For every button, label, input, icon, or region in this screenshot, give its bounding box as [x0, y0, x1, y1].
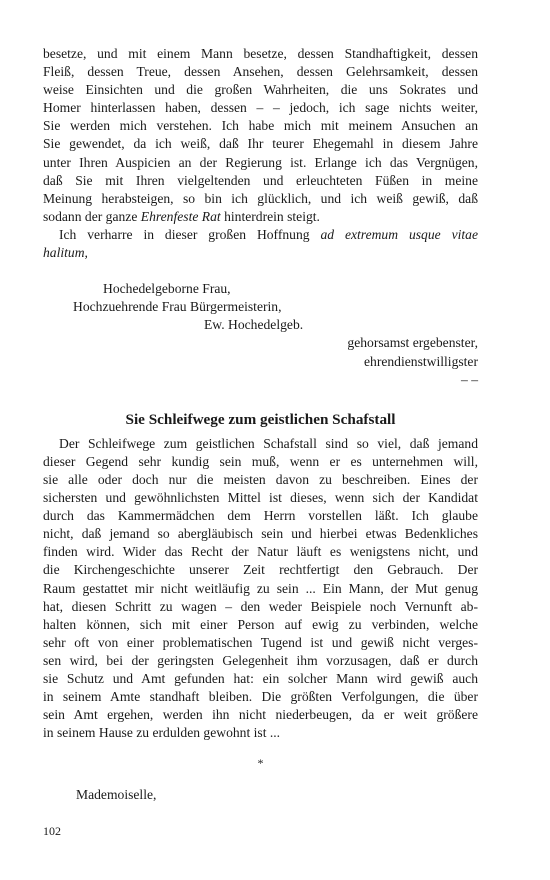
text-line: hat, diesen Schritt zu wagen – den weder Beispiele noch Vernunft ab-: [43, 598, 478, 614]
text-line: sie Schutz und Amt gefunden hat: ein solcher Mann wird gewiß auch: [43, 671, 478, 686]
text-run: Ich verharre in dieser großen Hoffnung: [59, 226, 321, 242]
text-line: durch das Kammermädchen dem Herrn vorstellen läßt. Ich glaube: [43, 508, 478, 524]
closing-line: – –: [461, 371, 478, 387]
text-line: Sie werden mich verstehen. Ich habe mich mit meinem Ansuchen an: [43, 118, 478, 134]
text-line: sie alle oder doch nur die meisten davon zu beschreiben. Eines der: [43, 471, 478, 487]
text-line: weise Einsichten und die großen Wahrheiten, die uns Sokrates und: [43, 82, 478, 98]
salutation-line: Ew. Hochedelgeb.: [204, 317, 304, 333]
italic-phrase: Ehrenfeste Rat: [140, 208, 221, 224]
text-run: sodann der ganze: [43, 208, 141, 224]
closing-line: ehrendienstwilligster: [363, 353, 478, 369]
text-line: Sie gewendet, da ich weiß, daß Ihr teurer Ehegemahl in diesem Jahre: [43, 136, 478, 152]
letter-address: Mademoiselle,: [76, 787, 157, 803]
text-line: besetze, und mit einem Mann besetze, dessen Standhaftigkeit, dessen: [43, 46, 478, 61]
text-line: sehr oft von einer problematischen Tugend ist und gewiß nicht verges-: [43, 634, 478, 650]
text-line: finden wird. Wider das Recht der Natur läuft es wenigstens nicht, und: [43, 544, 478, 560]
salutation-line: Hochedelgeborne Frau,: [103, 281, 231, 297]
section-separator: *: [257, 756, 264, 771]
text-line: Meinung herabsteigen, so bin ich glücklich, und ich weiß gewiß, daß: [43, 190, 478, 206]
text-line: [43, 208, 478, 226]
text-line: nicht, daß jemand so abergläubisch sein und hierbei etwas Bedenkliches: [43, 526, 478, 542]
letter-text: [43, 45, 478, 262]
text-line: [43, 226, 478, 244]
salutation-block: [43, 280, 478, 389]
text-line: Fleiß, dessen Treue, dessen Ansehen, dessen Gelehrsamkeit, dessen: [43, 64, 478, 80]
text-line: daß Sie mit Ihren vielgeltenden und erleuchteten Füßen in meine: [43, 172, 478, 188]
text-line: die Kirchengeschichte unserer Zeit rechtfertigt den Gebrauch. Der: [43, 562, 478, 578]
text-line: in seinem Hause zu erdulden gewohnt ist ...: [43, 725, 281, 741]
text-line: halten können, sich mit einer Person auf ewig zu verbinden, welche: [43, 616, 478, 632]
text-line: unter Ihren Auspicien an der Regierung ist. Erlange ich das Vergnügen,: [43, 154, 478, 170]
text-line: Homer hinterlassen haben, dessen – – jedoch, ich sage nichts weiter,: [43, 100, 478, 116]
text-line: Raum gestattet mir nicht weitläufig zu sein ... Ein Mann, der Mut genug: [43, 580, 478, 596]
closing-line: gehorsamst ergebenster,: [347, 335, 478, 351]
text-line: sichersten und gewöhnlichsten Mittel ist dieses, wenn sich der Kandidat: [43, 490, 478, 506]
section-title: Sie Schleifwege zum geistlichen Schafstall: [125, 410, 396, 428]
section-text: [43, 435, 478, 743]
italic-phrase: halitum,: [43, 245, 88, 261]
text-line: sein Amt ergehen, werden ihn nicht niederbeugen, da er weit größere: [43, 707, 478, 723]
text-line: in seinem Amte standhaft bleiben. Die größten Verfolgungen, die über: [43, 689, 478, 705]
text-line: [43, 244, 478, 262]
page-number: 102: [43, 824, 61, 838]
italic-phrase: ad extremum usque vitae: [320, 226, 478, 242]
text-run: hinterdrein steigt.: [220, 208, 320, 224]
text-line: sen wird, bei der geringsten Gelegenheit ihm vorzusagen, daß er durch: [43, 652, 478, 668]
text-line: dieser Gegend sehr kundig sein muß, wenn er es unternehmen will,: [43, 453, 478, 469]
page-body: [43, 45, 478, 805]
salutation-line: Hochzuehrende Frau Bürgermeisterin,: [73, 299, 282, 315]
text-line: Der Schleifwege zum geistlichen Schafstall sind so viel, daß jemand: [59, 435, 478, 451]
